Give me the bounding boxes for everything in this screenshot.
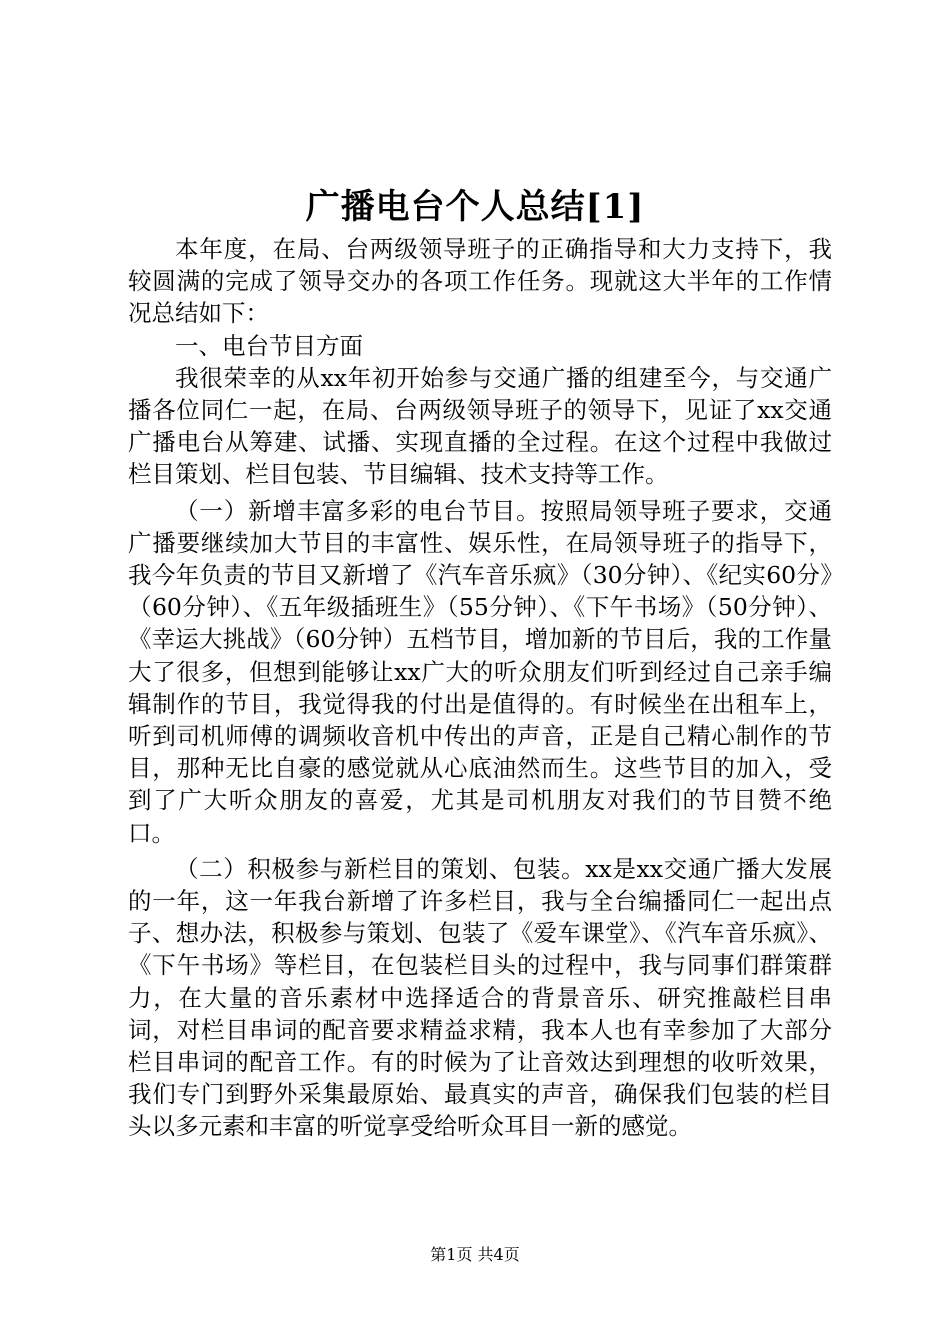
document-body xyxy=(128,233,832,1147)
document-title: 广播电台个人总结[1] xyxy=(305,187,645,227)
page-footer: 第1页 共4页 xyxy=(430,1245,520,1264)
paragraph-new-columns: （二）积极参与新栏目的策划、包装。xx是xx交通广播大发展的一年，这一年我台新增了许多栏目，我与全台编播同仁一起出点子、想办法，积极参与策划、包装了《爱车课堂》、《汽车音乐疯》、《下午书场》等栏目，在包装栏目头的过程中，我与同事们群策群力，在大量的音乐素材中选择适合的背景音乐、研究推敲栏目串词，对栏目串词的配音要求精益求精，我本人也有幸参加了大部分栏目串词的配音工作。有的时候为了让音效达到理想的收听效果，我们专门到野外采集最原始、最真实的声音，确保我们包装的栏目头以多元素和丰富的听觉享受给听众耳目一新的感觉。 xyxy=(128,854,832,1141)
paragraph-participation: 我很荣幸的从xx年初开始参与交通广播的组建至今，与交通广播各位同仁一起，在局、台两级领导班子的领导下，见证了xx交通广播电台从筹建、试播、实现直播的全过程。在这个过程中我做过栏目策划、栏目包装、节目编辑、技术支持等工作。 xyxy=(128,363,832,489)
paragraph-new-programs: （一）新增丰富多彩的电台节目。按照局领导班子要求，交通广播要继续加大节目的丰富性、娱乐性，在局领导班子的指导下，我今年负责的节目又新增了《汽车音乐疯》（30分钟）、《纪实60分》（60分钟）、《五年级插班生》（55分钟）、《下午书场》（50分钟）、《幸运大挑战》（60分钟）五档节目，增加新的节目后，我的工作量大了很多，但想到能够让xx广大的听众朋友们听到经过自己亲手编辑制作的节目，我觉得我的付出是值得的。有时候坐在出租车上，听到司机师傅的调频收音机中传出的声音，正是自己精心制作的节目，那种无比自豪的感觉就从心底油然而生。这些节目的加入，受到了广大听众朋友的喜爱，尤其是司机朋友对我们的节目赞不绝口。 xyxy=(128,496,832,847)
section-heading-radio-programs: 一、电台节目方面 xyxy=(175,331,363,360)
paragraph-intro: 本年度，在局、台两级领导班子的正确指导和大力支持下，我较圆满的完成了领导交办的各项工作任务。现就这大半年的工作情况总结如下： xyxy=(128,235,832,328)
